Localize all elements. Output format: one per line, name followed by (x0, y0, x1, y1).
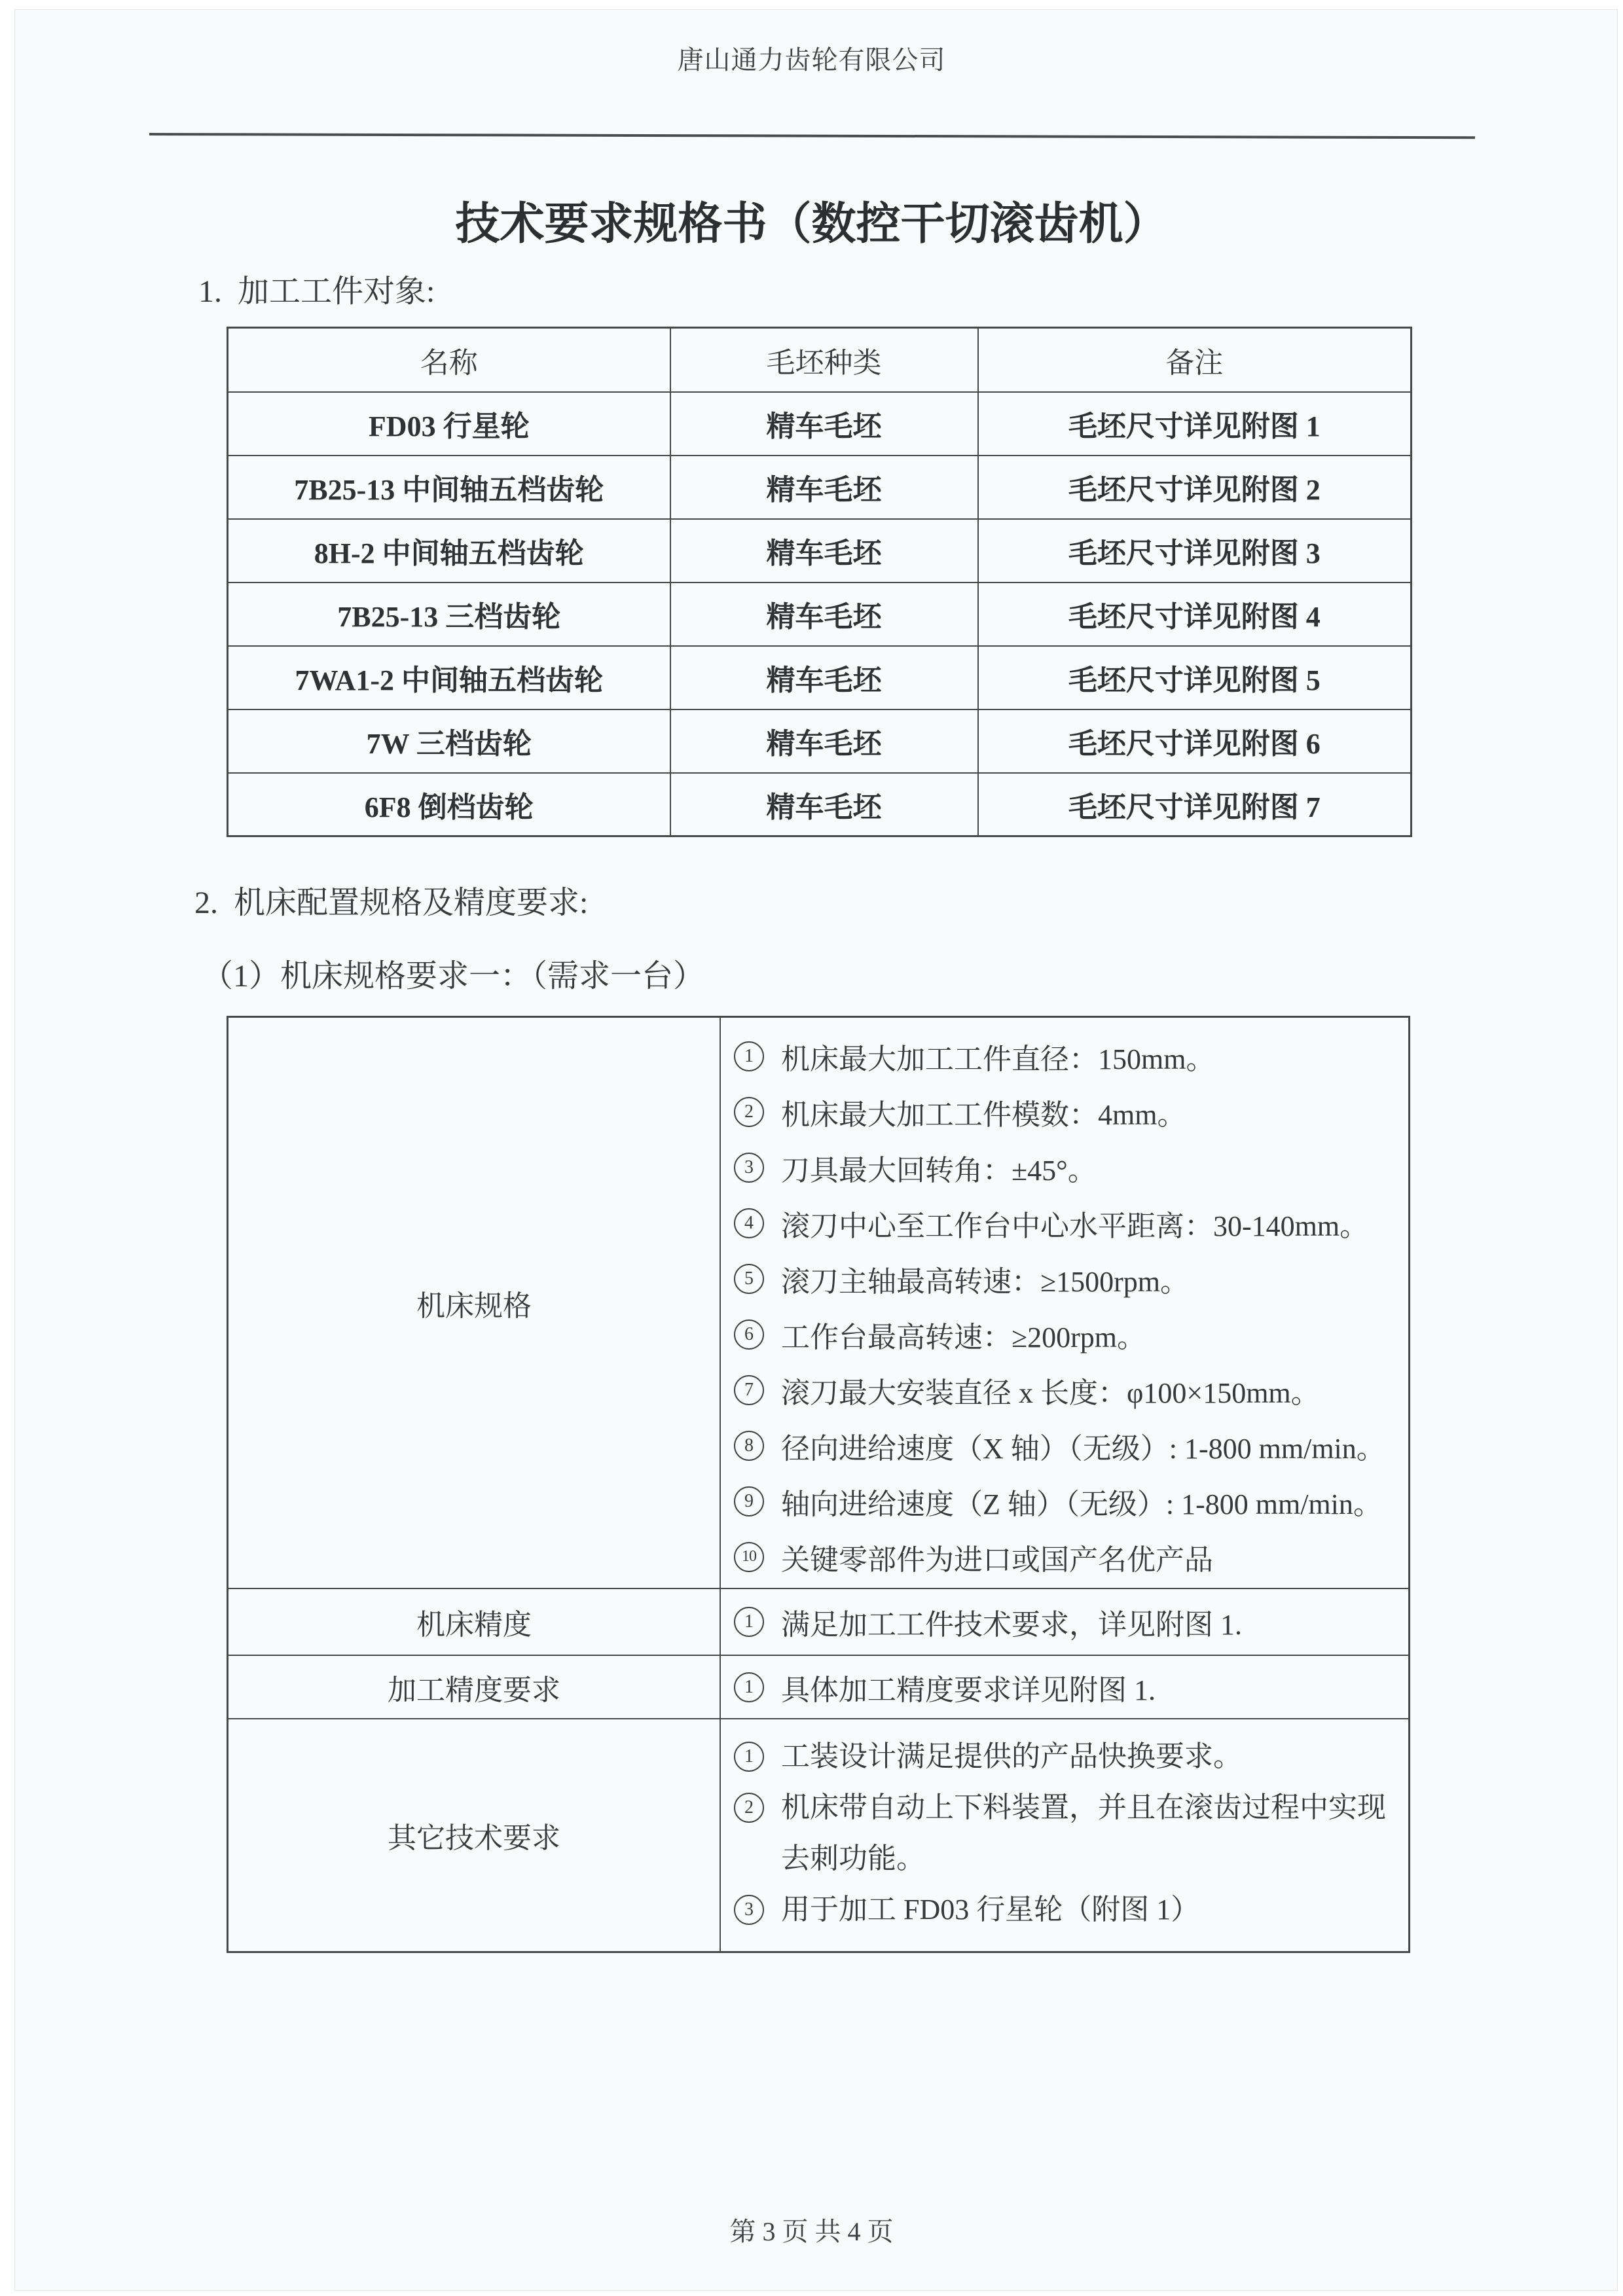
table-row (228, 773, 1412, 836)
table-row (228, 519, 1412, 583)
cell-blank-type: 精车毛坯 (670, 519, 978, 583)
spec-item (734, 1884, 1400, 1935)
cell-remark: 毛坯尺寸详见附图 2 (978, 456, 1412, 519)
spec-list (721, 1018, 1408, 1585)
cell-remark: 毛坯尺寸详见附图 3 (978, 519, 1412, 583)
spec-item (721, 1656, 1408, 1718)
spec-content (721, 1656, 1408, 1718)
spec-text: 用于加工 FD03 行星轮（附图 1） (781, 1893, 1200, 1926)
page-number: 第 3 页 共 4 页 (729, 2217, 894, 2246)
spec-content (721, 1589, 1408, 1655)
spec-item (734, 1362, 1403, 1418)
table-row (228, 456, 1412, 519)
circle-number: 2 (734, 1793, 764, 1823)
spec-content (721, 1719, 1408, 1951)
spec-item (721, 1589, 1408, 1655)
cell-blank-type: 精车毛坯 (670, 392, 978, 456)
cell-name: FD03 行星轮 (228, 392, 670, 456)
spec-item (734, 1529, 1403, 1585)
spec-content (721, 1018, 1408, 1588)
table-row (228, 1655, 1408, 1718)
spec-text: 机床带自动上下料装置，并且在滚齿过程中实现去刺功能。 (781, 1791, 1386, 1874)
circle-number: 1 (734, 1672, 764, 1702)
spec-text: 满足加工工件技术要求，详见附图 1. (781, 1609, 1242, 1641)
spec-item (734, 1195, 1403, 1251)
spec-table (227, 1016, 1410, 1953)
circle-number: 3 (734, 1895, 764, 1925)
cell-blank-type: 精车毛坯 (670, 773, 978, 836)
table-header-row (228, 328, 1412, 392)
circle-number: 1 (734, 1041, 764, 1071)
section1-heading: 1. 加工工件对象: (198, 274, 435, 309)
spec-text: 滚刀主轴最高转速：≥1500rpm。 (781, 1265, 1190, 1298)
workpiece-table (227, 327, 1412, 837)
document-title: 技术要求规格书（数控干切滚齿机） (455, 199, 1168, 249)
spec-text: 具体加工精度要求详见附图 1. (781, 1674, 1156, 1706)
cell-remark: 毛坯尺寸详见附图 1 (978, 392, 1412, 456)
table-row (228, 1588, 1408, 1655)
spec-text: 径向进给速度（X 轴）（无级）: 1-800 mm/min。 (781, 1432, 1385, 1465)
spec-item (734, 1418, 1403, 1473)
section2-heading: 2. 机床配置规格及精度要求: (194, 886, 589, 920)
cell-name: 7B25-13 三档齿轮 (228, 583, 670, 646)
spec-text: 关键零部件为进口或国产名优产品 (781, 1543, 1213, 1576)
cell-name: 6F8 倒档齿轮 (228, 773, 670, 836)
spec-item (734, 1731, 1400, 1782)
cell-name: 7B25-13 中间轴五档齿轮 (228, 456, 670, 519)
circle-number: 9 (734, 1486, 764, 1516)
spec-text: 滚刀中心至工作台中心水平距离：30-140mm。 (781, 1210, 1369, 1242)
spec-text: 轴向进给速度（Z 轴）（无级）: 1-800 mm/min。 (781, 1488, 1382, 1520)
table-row (228, 583, 1412, 646)
circle-number: 2 (734, 1097, 764, 1127)
spec-item (734, 1028, 1403, 1084)
spec-text: 刀具最大回转角：±45°。 (781, 1154, 1097, 1187)
table-row (228, 709, 1412, 773)
circle-number: 4 (734, 1208, 764, 1238)
spec-item (734, 1306, 1403, 1362)
spec-text: 工作台最高转速：≥200rpm。 (781, 1321, 1146, 1354)
circle-number: 8 (734, 1431, 764, 1461)
cell-blank-type: 精车毛坯 (670, 709, 978, 773)
spec-text: 滚刀最大安装直径 x 长度：φ100×150mm。 (781, 1376, 1320, 1409)
spec-text: 工装设计满足提供的产品快换要求。 (781, 1740, 1242, 1772)
circle-number: 1 (734, 1742, 764, 1772)
spec-list (721, 1719, 1408, 1935)
spec-item (734, 1139, 1403, 1195)
spec-text: 机床最大加工工件直径：150mm。 (781, 1043, 1215, 1075)
cell-name: 8H-2 中间轴五档齿轮 (228, 519, 670, 583)
cell-blank-type: 精车毛坯 (670, 583, 978, 646)
spec-label: 机床精度 (228, 1589, 721, 1655)
spec-item (734, 1251, 1403, 1306)
spec-item (734, 1084, 1403, 1139)
spec-label: 加工精度要求 (228, 1656, 721, 1718)
spec-label: 机床规格 (228, 1018, 721, 1588)
cell-remark: 毛坯尺寸详见附图 7 (978, 773, 1412, 836)
circle-number: 7 (734, 1375, 764, 1405)
column-header-remark: 备注 (978, 328, 1412, 392)
spec-text: 机床最大加工工件模数：4mm。 (781, 1098, 1186, 1131)
circle-number: 3 (734, 1153, 764, 1183)
column-header-name: 名称 (228, 328, 670, 392)
cell-blank-type: 精车毛坯 (670, 646, 978, 709)
table-row (228, 392, 1412, 456)
cell-remark: 毛坯尺寸详见附图 5 (978, 646, 1412, 709)
circle-number: 6 (734, 1319, 764, 1350)
cell-remark: 毛坯尺寸详见附图 4 (978, 583, 1412, 646)
section2-subheading: （1）机床规格要求一：（需求一台） (202, 959, 705, 994)
cell-name: 7W 三档齿轮 (228, 709, 670, 773)
circle-number: 10 (734, 1542, 764, 1572)
cell-blank-type: 精车毛坯 (670, 456, 978, 519)
table-row (228, 1718, 1408, 1951)
column-header-blank-type: 毛坯种类 (670, 328, 978, 392)
spec-item (734, 1782, 1400, 1884)
cell-remark: 毛坯尺寸详见附图 6 (978, 709, 1412, 773)
circle-number: 1 (734, 1607, 764, 1637)
company-name: 唐山通力齿轮有限公司 (677, 45, 946, 75)
cell-name: 7WA1-2 中间轴五档齿轮 (228, 646, 670, 709)
spec-item (734, 1473, 1403, 1529)
table-row (228, 1018, 1408, 1588)
spec-label: 其它技术要求 (228, 1719, 721, 1951)
table-row (228, 646, 1412, 709)
circle-number: 5 (734, 1264, 764, 1294)
